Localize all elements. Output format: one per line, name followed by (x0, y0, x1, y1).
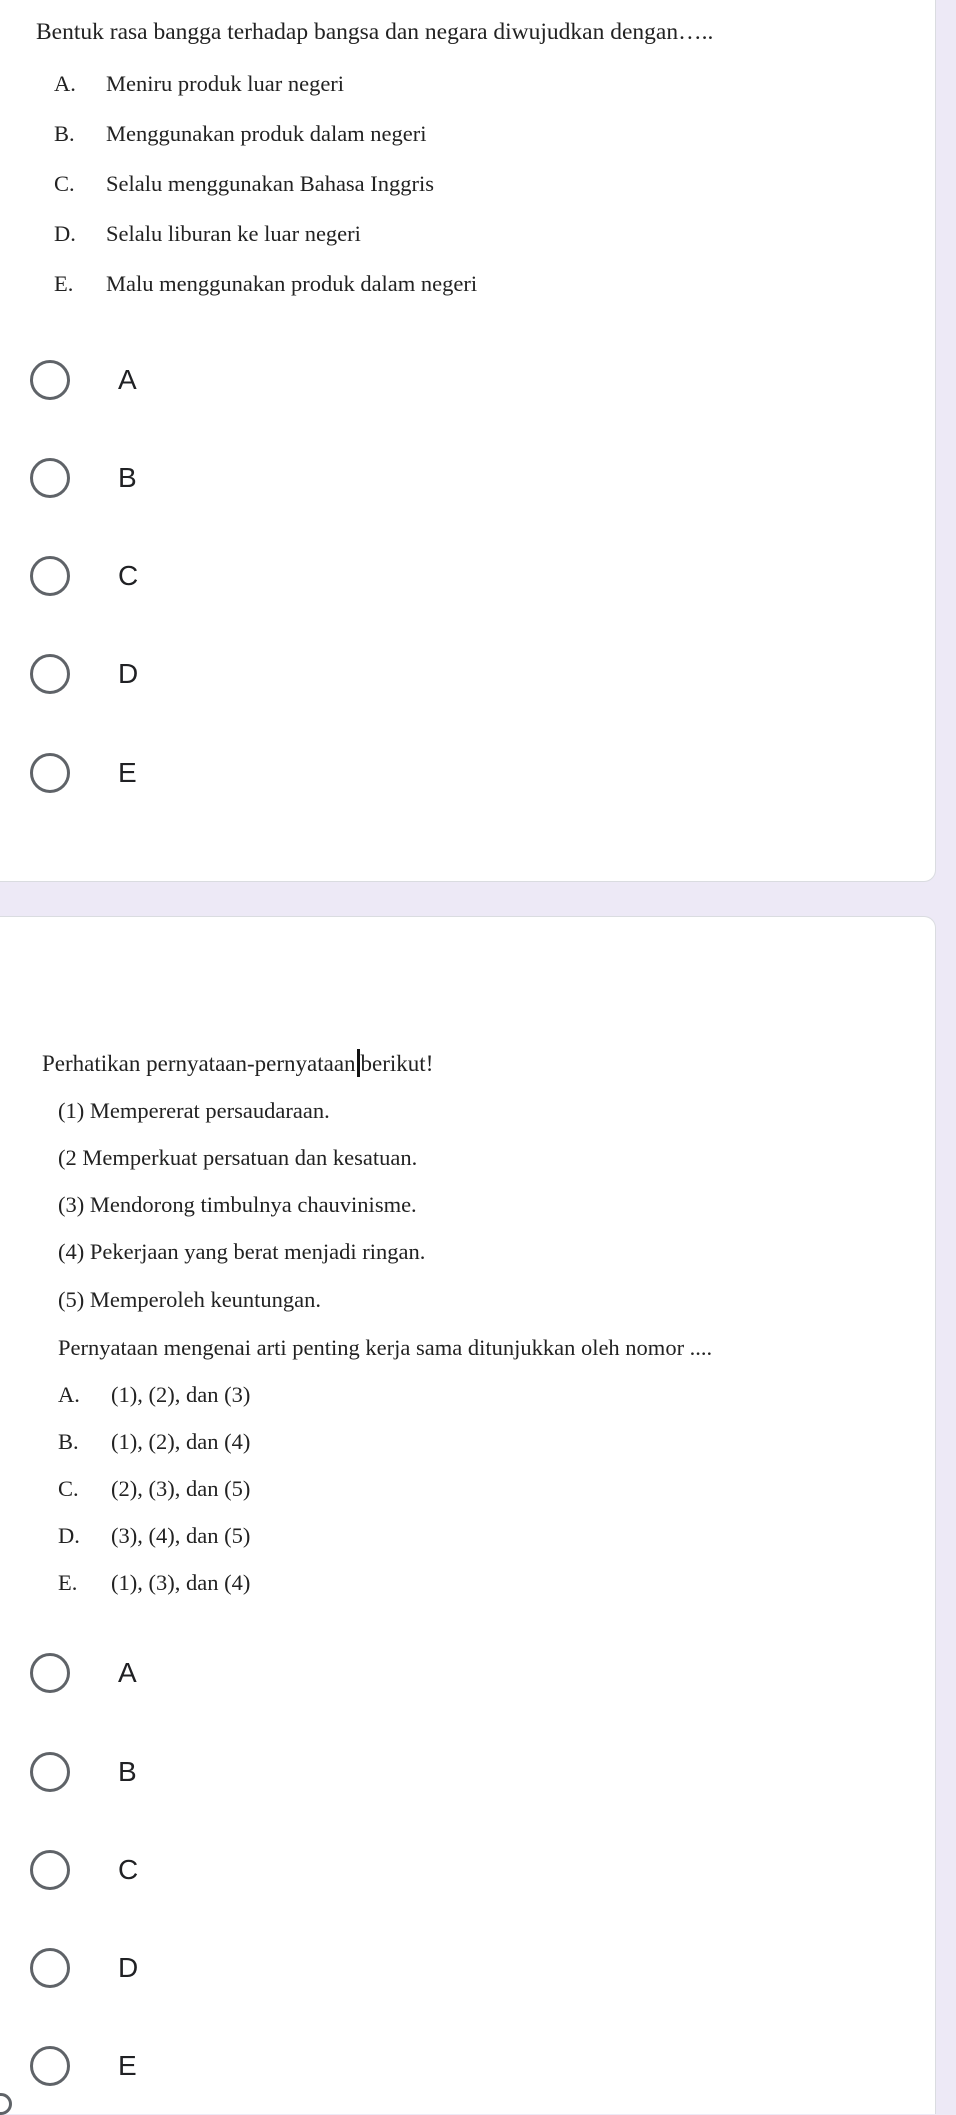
statement-3: (3) Mendorong timbulnya chauvinisme. (58, 1192, 417, 1217)
option-label: D (118, 1952, 139, 1983)
question-card-2 (0, 916, 936, 2114)
radio-button[interactable] (30, 1752, 70, 1792)
statement-1: (1) Mempererat persaudaraan. (58, 1098, 330, 1123)
question-2-stem: Perhatikan pernyataan-pernyataan berikut! (42, 1051, 434, 1076)
question-2-option-e[interactable] (30, 2038, 137, 2094)
question-1-choice-c: C. Selalu menggunakan Bahasa Inggris (54, 171, 435, 196)
question-1-choice-e: E. Malu menggunakan produk dalam negeri (54, 271, 478, 296)
option-label: E (118, 2050, 137, 2081)
question-1-option-b[interactable] (30, 450, 137, 506)
question-1-option-e[interactable] (30, 745, 137, 801)
option-label: D (118, 658, 139, 689)
question-1-option-d[interactable] (30, 646, 138, 702)
radio-button[interactable] (30, 1850, 70, 1890)
option-label: C (118, 1854, 139, 1885)
option-label: A (118, 364, 137, 395)
question-2-choice-a: A. (1), (2), dan (3) (58, 1382, 251, 1407)
question-2-option-c[interactable] (30, 1842, 138, 1898)
option-label: B (118, 1756, 137, 1787)
question-2-prompt: Pernyataan mengenai arti penting kerja sama ditunjukkan oleh nomor .... (58, 1335, 713, 1360)
question-1-stem: Bentuk rasa bangga terhadap bangsa dan negara diwujudkan dengan….. (36, 19, 714, 45)
option-label: E (118, 757, 137, 788)
option-label: C (118, 560, 139, 591)
radio-button[interactable] (30, 458, 70, 498)
option-label: B (118, 462, 137, 493)
question-1-choice-a: A. Meniru produk luar negeri (54, 71, 345, 96)
question-1-choice-b: B. Menggunakan produk dalam negeri (54, 121, 427, 146)
radio-button[interactable] (30, 654, 70, 694)
radio-button[interactable] (30, 1653, 70, 1693)
question-2-choice-d: D. (3), (4), dan (5) (58, 1523, 251, 1548)
question-1-option-a[interactable] (30, 352, 137, 408)
question-1-option-c[interactable] (30, 548, 138, 604)
radio-button[interactable] (30, 556, 70, 596)
radio-button[interactable] (30, 2046, 70, 2086)
option-label: A (118, 1657, 137, 1688)
question-2-choice-c: C. (2), (3), dan (5) (58, 1476, 251, 1501)
question-card-1 (0, 0, 936, 882)
question-2-choice-b: B. (1), (2), dan (4) (58, 1429, 251, 1454)
statement-5: (5) Memperoleh keuntungan. (58, 1287, 322, 1312)
question-2-option-a[interactable] (30, 1645, 137, 1701)
text-cursor (357, 1049, 360, 1077)
statement-2: (2 Memperkuat persatuan dan kesatuan. (58, 1145, 418, 1170)
question-2-choice-e: E. (1), (3), dan (4) (58, 1570, 251, 1595)
question-2-option-b[interactable] (30, 1744, 137, 1800)
question-2-option-d[interactable] (30, 1940, 138, 1996)
radio-button[interactable] (30, 753, 70, 793)
radio-button[interactable] (30, 1948, 70, 1988)
question-1-choice-d: D. Selalu liburan ke luar negeri (54, 221, 361, 246)
radio-button[interactable] (30, 360, 70, 400)
statement-4: (4) Pekerjaan yang berat menjadi ringan. (58, 1239, 426, 1264)
